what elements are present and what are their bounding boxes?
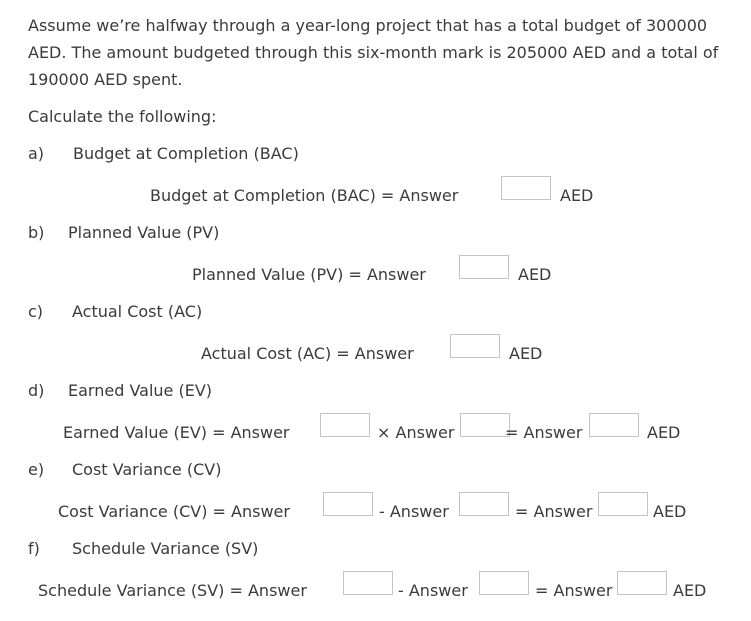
answer-label: Answer — [247, 581, 307, 600]
answer-label: Answer — [230, 423, 290, 442]
part-e-term-2 — [379, 501, 449, 523]
part-e-term-3 — [515, 501, 592, 523]
unit-label: AED — [518, 265, 552, 284]
part-f-eq-label: Schedule Variance (SV) = — [38, 581, 248, 600]
part-c-title: Actual Cost (AC) — [72, 302, 203, 321]
ev-answer-input-2[interactable] — [460, 413, 510, 437]
part-f-title: Schedule Variance (SV) — [72, 539, 259, 558]
equals-operator: = — [505, 423, 524, 442]
part-f-equation — [38, 580, 307, 602]
part-d-title: Earned Value (EV) — [68, 381, 212, 400]
cv-answer-input-1[interactable] — [323, 492, 373, 516]
unit-label: AED — [673, 581, 707, 600]
ac-answer-input[interactable] — [450, 334, 500, 358]
answer-label: Answer — [408, 581, 468, 600]
minus-operator: - — [379, 502, 390, 521]
part-a-title: Budget at Completion (BAC) — [73, 144, 299, 163]
cv-answer-input-2[interactable] — [459, 492, 509, 516]
part-d-equation — [63, 422, 290, 444]
cv-answer-input-3[interactable] — [598, 492, 648, 516]
part-d-term-2 — [377, 422, 454, 444]
part-f-term-2 — [398, 580, 468, 602]
answer-label: Answer — [553, 581, 613, 600]
answer-label: Answer — [231, 502, 290, 521]
unit-label: AED — [653, 502, 687, 521]
intro-paragraph: Assume we’re halfway through a year-long project that has a total budget of 300000 AED. The amount budgeted through this six-month mark is 205000 AED and a total of 190000 AED spent. — [28, 16, 719, 89]
answer-label: Answer — [389, 502, 449, 521]
instruction-text: Calculate the following: — [28, 107, 217, 126]
multiply-operator: × — [377, 423, 396, 442]
pv-answer-input[interactable] — [459, 255, 509, 279]
part-b-eq-label: Planned Value (PV) = — [192, 265, 367, 284]
minus-operator: - — [398, 581, 409, 600]
unit-label: AED — [509, 344, 543, 363]
answer-label: Answer — [523, 423, 583, 442]
part-f-term-3 — [535, 580, 612, 602]
part-b-letter: b) — [28, 223, 45, 242]
part-b-title: Planned Value (PV) — [68, 223, 220, 242]
answer-label: Answer — [366, 265, 426, 284]
sv-answer-input-1[interactable] — [343, 571, 393, 595]
part-d-term-3 — [505, 422, 582, 444]
part-c-letter: c) — [28, 302, 44, 321]
unit-label: AED — [647, 423, 681, 442]
part-b-equation — [192, 264, 426, 286]
part-a-eq-label: Budget at Completion (BAC) = — [150, 186, 400, 205]
part-d-eq-label: Earned Value (EV) = — [63, 423, 231, 442]
equals-operator: = — [515, 502, 534, 521]
part-e-letter: e) — [28, 460, 45, 479]
part-d-letter: d) — [28, 381, 45, 400]
answer-label: Answer — [395, 423, 455, 442]
part-e-title: Cost Variance (CV) — [72, 460, 222, 479]
sv-answer-input-3[interactable] — [617, 571, 667, 595]
part-a-equation — [150, 185, 458, 207]
equals-operator: = — [535, 581, 554, 600]
part-f-letter: f) — [28, 539, 40, 558]
bac-answer-input[interactable] — [501, 176, 551, 200]
answer-label: Answer — [354, 344, 414, 363]
part-e-equation — [58, 501, 290, 523]
part-a-letter: a) — [28, 144, 45, 163]
answer-label: Answer — [533, 502, 593, 521]
answer-label: Answer — [399, 186, 459, 205]
sv-answer-input-2[interactable] — [479, 571, 529, 595]
ev-answer-input-3[interactable] — [589, 413, 639, 437]
ev-answer-input-1[interactable] — [320, 413, 370, 437]
part-c-equation — [201, 343, 414, 365]
part-e-eq-label: Cost Variance (CV) = — [58, 502, 232, 521]
unit-label: AED — [560, 186, 594, 205]
part-c-eq-label: Actual Cost (AC) = — [201, 344, 355, 363]
